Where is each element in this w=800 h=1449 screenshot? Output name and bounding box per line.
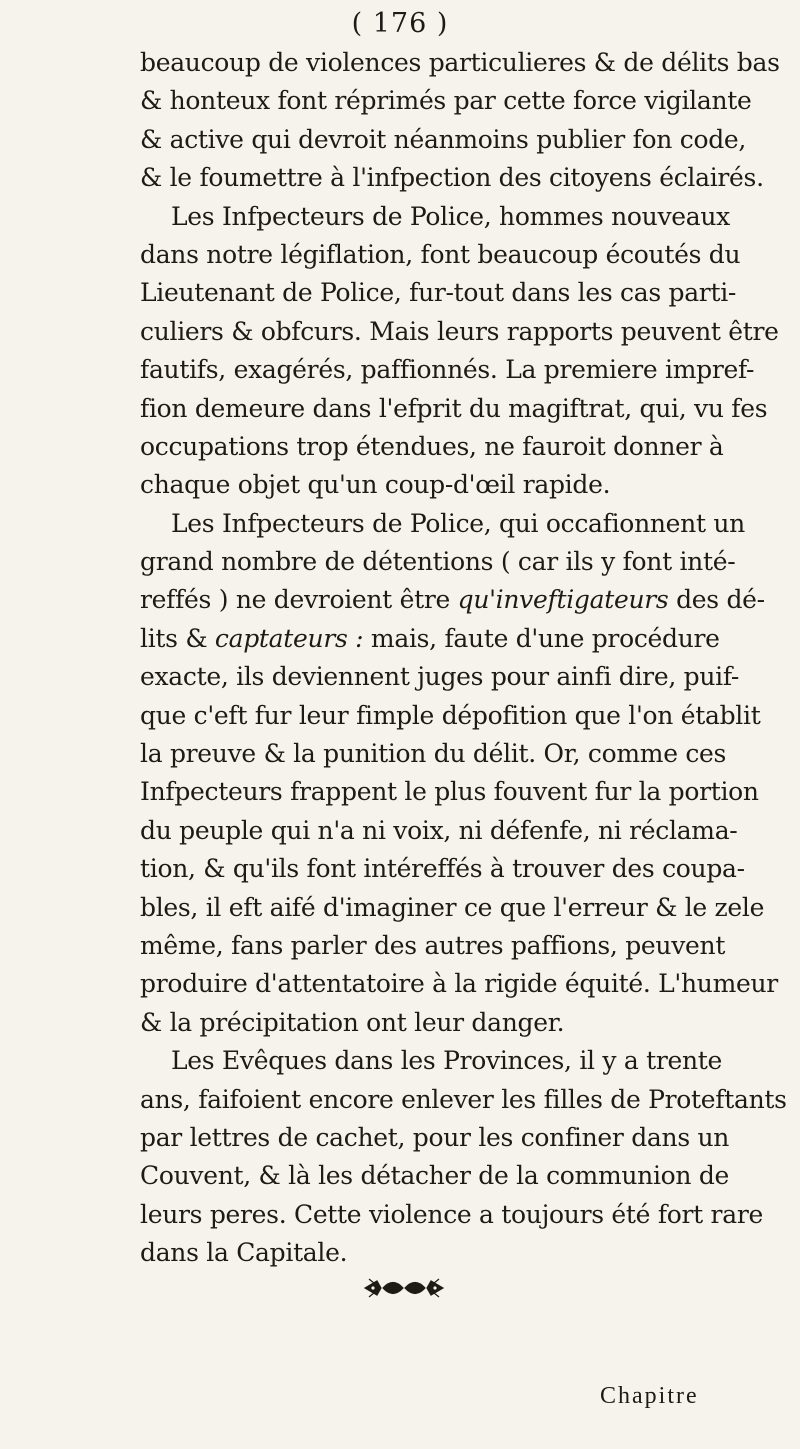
page-number: ( 176 )	[351, 8, 449, 39]
text-line: la preuve & la punition du délit. Or, comme ces	[140, 739, 727, 769]
text-line: fion demeure dans l'efprit du magiftrat, qui, vu fes	[140, 393, 768, 423]
text-line: leurs peres. Cette violence a toujours été fort rare	[140, 1199, 763, 1229]
text-line: dans la Capitale.	[140, 1238, 348, 1268]
text-line: & active qui devroit néanmoins publier fon code,	[140, 124, 747, 154]
text-line: Les Evêques dans les Provinces, il y a trente	[171, 1046, 723, 1076]
text-line	[140, 581, 765, 619]
catchword: Chapitre	[600, 1383, 699, 1409]
body-text	[140, 44, 787, 1273]
text-run: des dé-	[668, 585, 765, 615]
text-line: bles, il eft aifé d'imaginer ce que l'erreur & le zele	[140, 892, 765, 922]
text-line: Couvent, & là les détacher de la communion de	[140, 1161, 730, 1191]
text-line: fautifs, exagérés, paffionnés. La premiere impref-	[140, 355, 755, 385]
text-line: ans, faifoient encore enlever les filles de Proteftants	[140, 1084, 787, 1114]
text-line: culiers & obfcurs. Mais leurs rapports peuvent être	[140, 316, 779, 346]
text-line	[140, 620, 762, 658]
italic-word: qu'inveftigateurs	[457, 585, 669, 615]
text-line: produire d'attentatoire à la rigide équité. L'humeur	[140, 969, 778, 999]
text-run: reffés ) ne devroient être	[140, 585, 458, 615]
text-line: du peuple qui n'a ni voix, ni défenfe, ni réclama-	[140, 815, 738, 845]
italic-word: captateurs :	[214, 623, 364, 653]
text-line: Les Infpecteurs de Police, hommes nouveaux	[171, 201, 730, 231]
text-line: dans notre légiflation, font beaucoup écoutés du	[140, 239, 741, 269]
text-line: exacte, ils deviennent juges pour ainfi dire, puif-	[140, 662, 740, 692]
text-line: occupations trop étendues, ne fauroit donner à	[140, 431, 724, 461]
text-line: que c'eft fur leur fimple dépofition que l'on établit	[140, 700, 761, 730]
text-line: chaque objet qu'un coup-d'œil rapide.	[140, 470, 611, 500]
text-line: même, fans parler des autres paffions, peuvent	[140, 930, 726, 960]
text-line: grand nombre de détentions ( car ils y font inté-	[140, 547, 736, 577]
text-line: par lettres de cachet, pour les confiner dans un	[140, 1122, 730, 1152]
text-line: Les Infpecteurs de Police, qui occafionnent un	[171, 508, 745, 538]
text-line: & le foumettre à l'infpection des citoyens éclairés.	[140, 163, 764, 193]
text-run: lits &	[140, 623, 215, 653]
text-line: Lieutenant de Police, fur-tout dans les cas parti-	[140, 278, 737, 308]
text-line: Infpecteurs frappent le plus fouvent fur la portion	[140, 777, 759, 807]
text-line: tion, & qu'ils font intéreffés à trouver des coupa-	[140, 854, 745, 884]
text-line: & honteux font réprimés par cette force vigilante	[140, 86, 752, 116]
text-run: mais, faute d'une procédure	[363, 623, 720, 653]
text-line: beaucoup de violences particulieres & de délits bas	[140, 48, 780, 77]
printers-ornament-icon	[359, 1275, 449, 1301]
text-line: & la précipitation ont leur danger.	[140, 1007, 565, 1037]
